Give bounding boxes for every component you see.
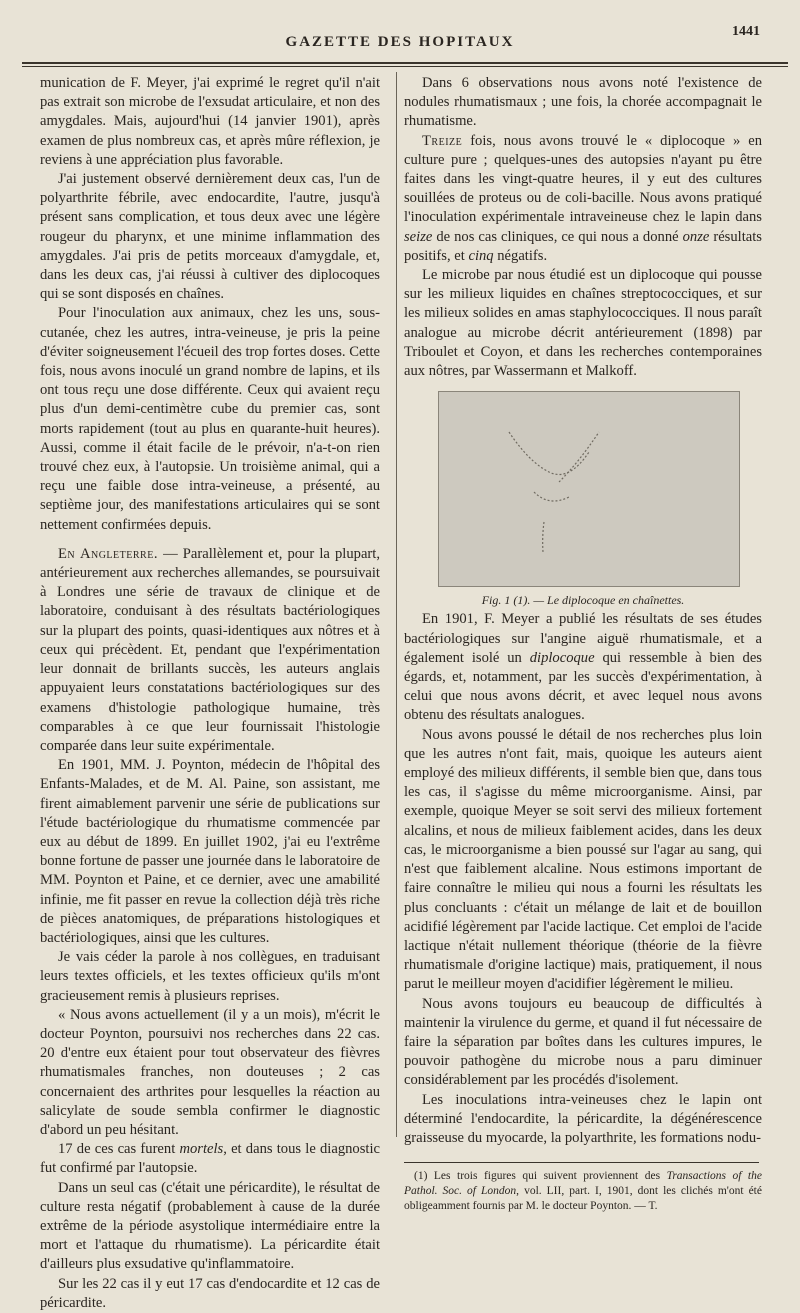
- paragraph: En 1901, MM. J. Poynton, médecin de l'hôpital des Enfants-Malades, et de M. Al. Paine, son assistant, me firent aimablement parvenir une série de publications sur l'étude bactériologique du rhumatisme commencée par eux au début de 1899. En juillet 1902, j'ai eu l'extrême bonne fortune de passer une journée dans le laboratoire de MM. Poynton et Paine, et ce dernier, avec une amabilité infinie, me fit passer en revue la collection déjà très riche de pièces anatomiques, de préparations histologiques et bactériologiques, ainsi que les cultures.: [40, 757, 380, 946]
- paragraph: « Nous avons actuellement (il y a un mois), m'écrit le docteur Poynton, poursuivi nos recherches dans 22 cas. 20 d'entre eux étaient pour tout observateur des fièvres rhumatismales franches, non douteuses ; 2 cas concernaient des arthrites pour lesquelles la réaction au salicylate de soude sembla confirmer le diagnostic d'abord un peu hésitant.: [40, 1006, 380, 1138]
- paragraph: Je vais céder la parole à nos collègues, en traduisant leurs textes officiels, et les textes officieux qu'ils m'ont gracieusement remis à plusieurs reprises.: [40, 949, 380, 1004]
- page-number: 1441: [732, 24, 760, 39]
- column-divider: [396, 72, 397, 1137]
- paragraph: Nous avons poussé le détail de nos recherches plus loin que les autres n'ont fait, mais, quoique les auteurs aient employé des milieux différents, il semble bien que, dans tous les cas, il s'agisse du même microorganisme. Ainsi, par exemple, quoique Meyer se soit servi des milieux fortement alcalins, et nous de milieux faiblement acides, dans les deux cas, le microorganisme a bien poussé sur l'agar au sang, qui n'est que faiblement alcaline. Nous estimons important de faire connaître le milieu qui nous a fourni les résultats les plus concluants : c'était un mélange de lait et de bouillon acidifié légèrement par l'acide lactique. Cet emploi de l'acide lactique n'était nullement théorique (théorie de la fièvre rhumatismale d'origine lactique) mais, pratiquement, il nous parut le meilleur moyen d'acidifier légèrement le milieu.: [404, 726, 762, 993]
- paragraph: En 1901, F. Meyer a publié les résultats de ses études bactériologiques sur l'angine aiguë rhumatismale, et a également isolé un diplocoque qui ressemble à bien des égards, et, notamment, par les succès d'expérimentation, à celui que nous avons décrit, et avec lequel nous avons obtenu des résultats analogues.: [404, 611, 762, 724]
- paragraph: Les inoculations intra-veineuses chez le lapin ont déterminé l'endocardite, la péricardite, la dégénérescence graisseuse du myocarde, la polyarthrite, les formations nodu-: [404, 1091, 762, 1146]
- micrograph-figure: [438, 391, 740, 587]
- paragraph: Sur les 22 cas il y eut 17 cas d'endocardite et 12 cas de péricardite.: [40, 1275, 380, 1311]
- paragraph: Dans un seul cas (c'était une péricardite), le résultat de culture resta négatif (probablement à cause de la durée extrême de la période asystolique intermédiaire entre la mort et l'attaque du rhumatisme). La péricardite était d'ailleurs plus exsudative qu'inflammatoire.: [40, 1179, 380, 1273]
- figure-caption: Fig. 1 (1). — Le diplocoque en chaînettes.: [481, 593, 685, 608]
- micrograph-image: [439, 392, 739, 586]
- footnote: (1) Les trois figures qui suivent proviennent des Transactions of the Pathol. Soc. of London, vol. LII, part. I, 1901, dont les clichés m'ont été obligeamment fournis par M. le docteur Poynton. — T.: [404, 1170, 762, 1213]
- right-column: [404, 74, 762, 1214]
- page-title: GAZETTE DES HOPITAUX: [285, 34, 515, 50]
- paragraph: Le microbe par nous étudié est un diplocoque qui pousse sur les milieux liquides en chaînes streptococciques, et sur les milieux solides en amas staphylococciques. Il nous paraît analogue au microbe décrit antérieurement (1898) par Triboulet et Coyon, et dans les recherches contemporaines aux nôtres, par Wassermann et Malkoff.: [404, 267, 762, 380]
- paragraph: Nous avons toujours eu beaucoup de difficultés à maintenir la virulence du germe, et quand il fut nécessaire de faire la séparation par boîtes dans les cultures impures, le pouvoir pathogène du microbe nous a paru diminuer considérablement par les procédés d'isolement.: [404, 995, 762, 1089]
- left-column: [40, 74, 380, 1313]
- header-rule: [22, 62, 788, 64]
- section-lead: Treize: [422, 132, 463, 149]
- paragraph: Treize fois, nous avons trouvé le « diplocoque » en culture pure ; quelques-unes des autopsies n'ayant pu être faites dans les vingt-quatre heures, il y eut des cultures souillées de proteus ou de coli-bacille. Nous avons pratiqué l'inoculation expérimentale intraveineuse chez le lapin dans seize de nos cas cliniques, ce qui nous a donné onze résultats positifs, et cinq négatifs.: [404, 132, 762, 264]
- section-lead: En Angleterre.: [58, 545, 158, 562]
- header-rule-thin: [22, 66, 788, 67]
- paragraph: J'ai justement observé dernièrement deux cas, l'un de polyarthrite fébrile, avec endocardite, l'autre, jusqu'à présent sans complication, et tous deux avec une légère rougeur du pharynx, et une minime inflammation des amygdales. J'ai pris de petits morceaux d'amygdale, et, dans les deux cas, j'ai réussi à cultiver des diplocoques qui se sont disposés en chaînes.: [40, 171, 380, 303]
- footnote-rule: [404, 1162, 759, 1163]
- paragraph: Pour l'inoculation aux animaux, chez les uns, sous-cutanée, chez les autres, intra-veineuse, je pris la peine d'éviter soigneusement l'écueil des trop fortes doses. Cette fois, nous avons inoculé un grand nombre de lapins, et ils ont tous reçu une dose différente. Ceux qui avaient reçu plus d'un demi-centimètre cube du premier cas, sont morts rapidement (tout au plus en quarante-huit heures). Aussi, comme il était facile de le prévoir, n'a-t-on rien trouvé chez eux, à l'autopsie. Un troisième animal, qui a reçu une faible dose intra-veineuse, a présenté, au septième jour, des manifestations articulaires qui se sont nettement confirmées depuis.: [40, 305, 381, 533]
- paragraph: munication de F. Meyer, j'ai exprimé le regret qu'il n'ait pas extrait son microbe de l'exsudat articulaire, et non des amygdales. Mais, aujourd'hui (14 janvier 1901), après examen de plus nombreux cas, et après mûre réflexion, je reviens à une appréciation plus favorable.: [40, 75, 380, 168]
- page-header: [0, 0, 800, 70]
- paragraph: Dans 6 observations nous avons noté l'existence de nodules rhumatismaux ; une fois, la chorée accompagnait le rhumatisme.: [404, 75, 762, 130]
- paragraph: En Angleterre. — Parallèlement et, pour la plupart, antérieurement aux recherches allemandes, se poursuivait à Londres une série de travaux de clinique et de laboratoire, conduisant à des résultats bactériologiques sur la plupart des points, quasi-identiques aux nôtres et à ceux qui précèdent. Et, pendant que l'expérimentation leur donnait de brillants succès, les auteurs anglais appuyaient leurs constatations bactériologiques sur des examens d'histologie pathologique humaine, très comparables à ce que leur fournissait l'histologie comparée dans leur suite expérimentale.: [40, 545, 380, 754]
- paragraph: 17 de ces cas furent mortels, et dans tous le diagnostic fut confirmé par l'autopsie.: [40, 1141, 380, 1177]
